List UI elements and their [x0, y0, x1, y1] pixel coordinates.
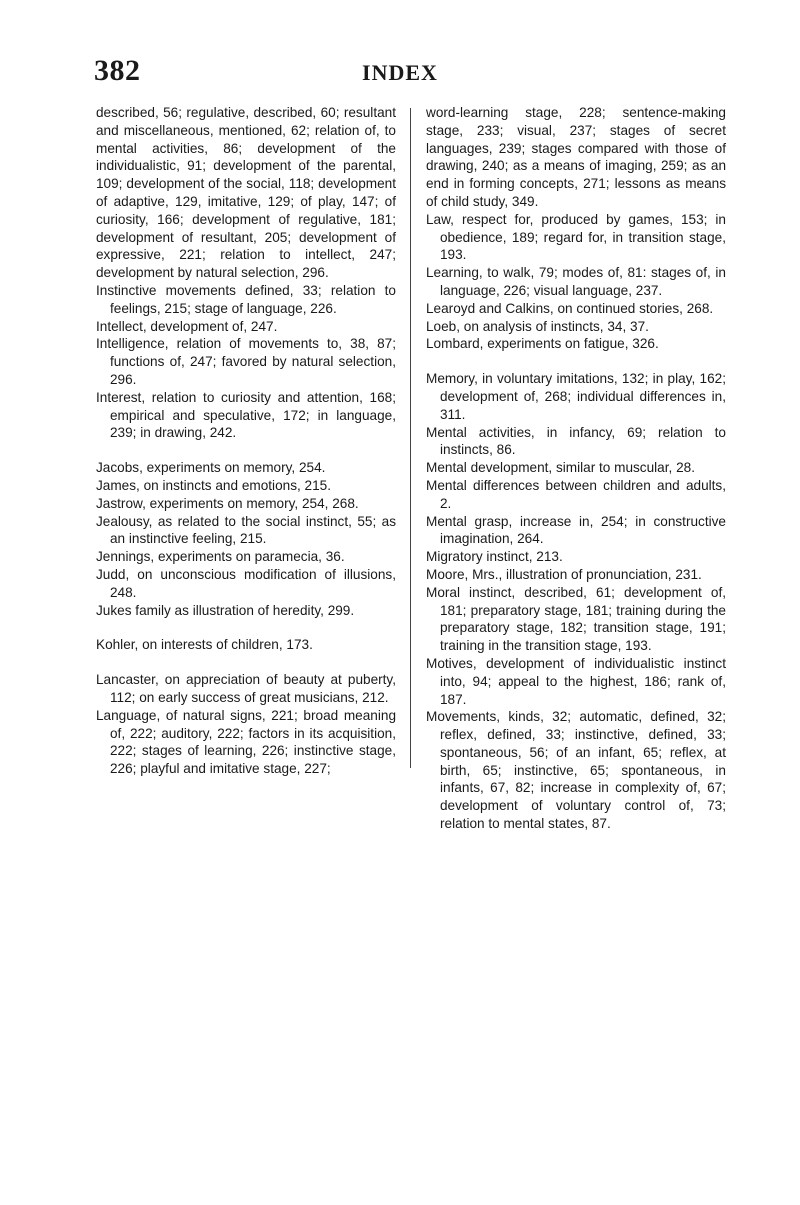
index-column-left — [96, 104, 396, 778]
index-entry: James, on instincts and emotions, 215. — [96, 477, 331, 493]
page-header — [0, 54, 800, 90]
index-entry: word-learning stage, 228; sentence-making stage, 233; visual, 237; stages of secret languages, 239; stages compared with those of drawing, 240; as a means of imaging, 259; as an end in forming concepts, 271; lessons as means of child study, 349. — [426, 105, 726, 209]
index-entry: Migratory instinct, 213. — [426, 549, 563, 565]
index-entry: Motives, development of individualistic instinct into, 94; appeal to the highest, 186; rank of, 187. — [426, 655, 726, 707]
index-entry: Jastrow, experiments on memory, 254, 268. — [96, 495, 359, 511]
index-entry: Learning, to walk, 79; modes of, 81: stages of, in language, 226; visual language, 237. — [426, 265, 726, 298]
index-entry: Kohler, on interests of children, 173. — [96, 637, 313, 653]
index-entry: Jukes family as illustration of heredity, 299. — [96, 602, 355, 618]
running-title: INDEX — [362, 60, 438, 85]
index-entry: Moral instinct, described, 61; development of, 181; preparatory stage, 181; training during the preparatory stage, 182; transition stage, 191; training in the transition stage, 193. — [426, 584, 726, 654]
index-entry: Mental grasp, increase in, 254; in constructive imagination, 264. — [426, 513, 726, 547]
index-entry: Instinctive movements defined, 33; relation to feelings, 215; stage of language, 226. — [96, 282, 396, 316]
index-column-right — [426, 104, 726, 833]
index-entry: Judd, on unconscious modification of illusions, 248. — [96, 566, 396, 600]
index-entry: Jacobs, experiments on memory, 254. — [96, 460, 326, 476]
index-entry: Jennings, experiments on paramecia, 36. — [96, 549, 345, 565]
index-entry: Lombard, experiments on fatigue, 326. — [426, 336, 659, 352]
index-entry: Language, of natural signs, 221; broad meaning of, 222; auditory, 222; factors in its acquisition, 222; stages of learning, 226; instinctive stage, 226; playful and imitative stage, 227; — [96, 707, 396, 777]
index-entry: Memory, in voluntary imitations, 132; in play, 162; development of, 268; individual differences in, 311. — [426, 371, 726, 422]
index-entry: Moore, Mrs., illustration of pronunciation, 231. — [426, 566, 702, 582]
index-entry: Movements, kinds, 32; automatic, defined, 32; reflex, defined, 33; instinctive, defined, 33; spontaneous, 56; of an infant, 65; reflex, at birth, 65; instinctive, 65; spontaneous, in infants, 67, 82; increase in complexity of, 67; development of voluntary control of, 73; relation to mental states, 87. — [426, 709, 726, 832]
index-entry: Intelligence, relation of movements to, 38, 87; functions of, 247; favored by natural selection, 296. — [96, 336, 396, 387]
index-entry: Learoyd and Calkins, on continued stories, 268. — [426, 300, 714, 316]
index-entry: Intellect, development of, 247. — [96, 318, 278, 334]
index-entry: Interest, relation to curiosity and attention, 168; empirical and speculative, 172; in language, 239; in drawing, 242. — [96, 389, 396, 441]
index-entry: Loeb, on analysis of instincts, 34, 37. — [426, 318, 649, 334]
index-entry: Lancaster, on appreciation of beauty at puberty, 112; on early success of great musicians, 212. — [96, 672, 396, 705]
index-entry: described, 56; regulative, described, 60; resultant and miscellaneous, mentioned, 62; relation of, to mental activities, 86; development of the individualistic, 91; development of the parental, 109; development of the social, 118; development of adaptive, 129, imitative, 129; of play, 147; of curiosity, 166; development of regulative, 181; development of resultant, 205; development of expressive, 221; relation to intellect, 247; development by natural selection, 296. — [96, 105, 396, 281]
page-number: 382 — [94, 54, 141, 87]
index-entry: Jealousy, as related to the social instinct, 55; as an instinctive feeling, 215. — [96, 513, 396, 547]
index-entry: Mental development, similar to muscular, 28. — [426, 460, 695, 476]
index-entry: Law, respect for, produced by games, 153; in obedience, 189; regard for, in transition stage, 193. — [426, 211, 726, 263]
index-entry: Mental differences between children and adults, 2. — [426, 477, 726, 511]
column-divider — [410, 108, 411, 768]
index-entry: Mental activities, in infancy, 69; relation to instincts, 86. — [426, 424, 726, 458]
